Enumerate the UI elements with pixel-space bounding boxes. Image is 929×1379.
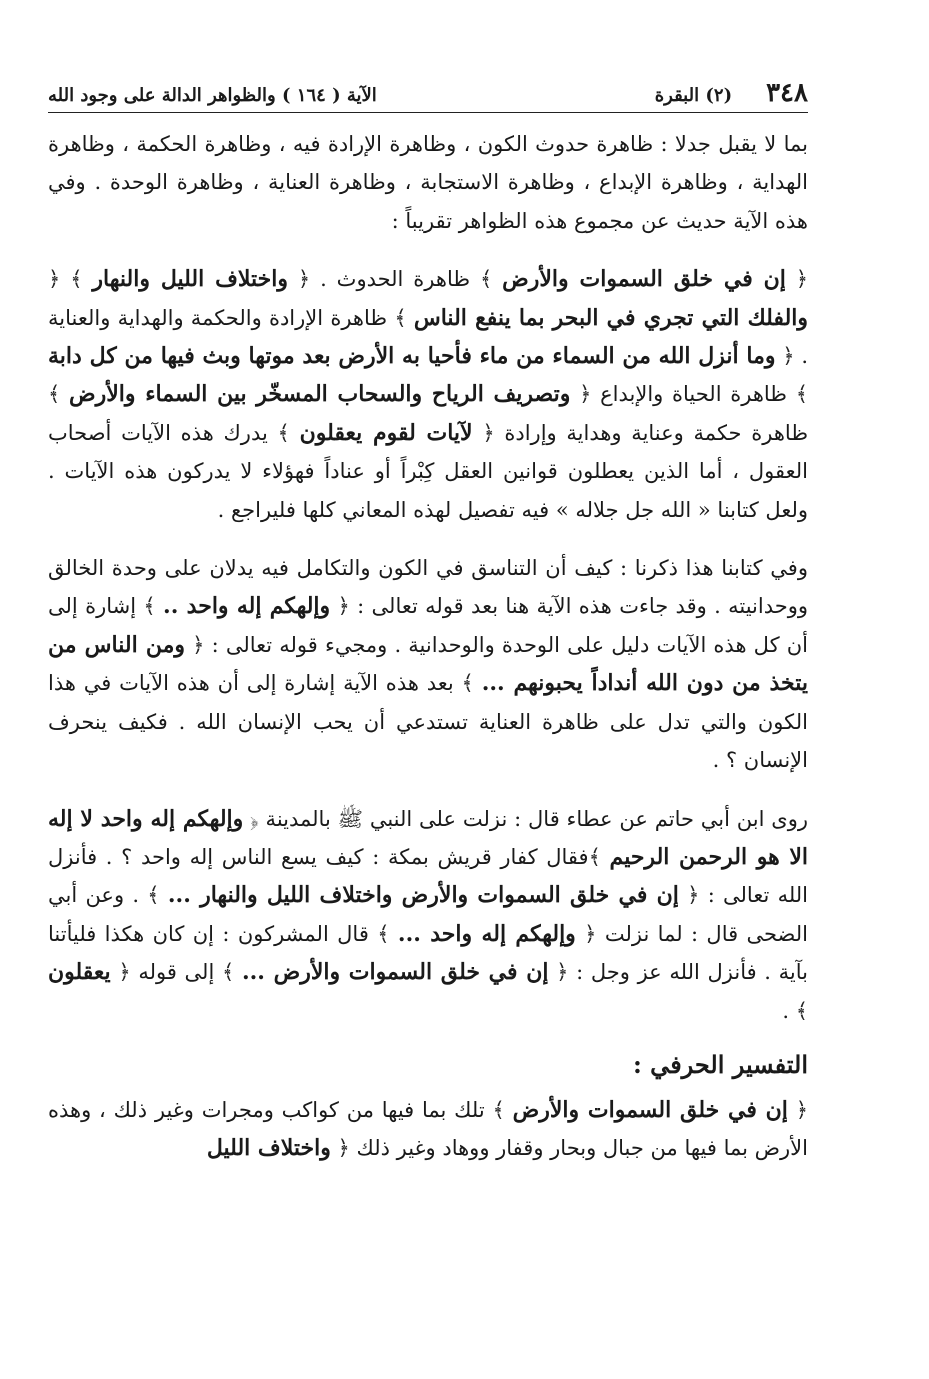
ornate-bracket: ﴾ xyxy=(368,921,398,946)
ornate-bracket: ﴾ xyxy=(48,382,70,407)
paragraph-3 xyxy=(48,549,808,779)
quran-quote: لآيات لقوم يعقلون xyxy=(299,419,473,446)
quran-quote: وما أنزل الله من السماء من ماء فأحيا به الأرض بعد موتها وبث فيها من كل دابة xyxy=(48,343,776,370)
ornate-bracket: ﴾ xyxy=(136,594,164,619)
body-text: إلى قوله xyxy=(130,960,215,985)
ornate-bracket: ﴾ xyxy=(387,305,414,330)
body-text: ظاهرة حكمة وعناية وهداية وإرادة xyxy=(494,420,809,445)
ornate-bracket: ﴾ xyxy=(789,998,808,1023)
body-text: بما لا يقبل جدلا : ظاهرة حدوث الكون ، وظاهرة الإرادة فيه ، وظاهرة الحكمة ، وظاهرة الهداية ، وظاهرة الإبداع ، وظاهرة الاستجابة ، وظاهرة العناية ، وظاهرة الوحدة . وفي هذه الآية حديث عن مجموع هذه الظواهر تقريباً : xyxy=(48,132,808,233)
ornate-bracket: ﴿ xyxy=(548,960,569,985)
paragraph-2 xyxy=(48,260,808,529)
quran-quote: وتصريف الرياح والسحاب المسخّر بين السماء والأرض xyxy=(69,381,571,408)
ornate-bracket: ﴿ xyxy=(775,344,795,369)
ornate-bracket: ﴾ xyxy=(267,420,300,445)
ornate-bracket: ﴿ xyxy=(472,420,495,445)
body-text: قال المشركون : إن كان هكذا فليأتنا بآية . فأنزل الله عز وجل : xyxy=(48,921,809,985)
ornate-bracket: ﴾ xyxy=(214,960,242,985)
ornate-bracket: ﴿ xyxy=(785,267,809,292)
quran-quote: والفلك التي تجري في البحر بما ينفع الناس xyxy=(413,304,809,331)
quran-quote: إن في خلق السموات والأرض واختلاف الليل والنهار ... xyxy=(167,882,679,909)
header-right-group xyxy=(655,80,808,106)
running-header xyxy=(48,80,808,113)
quran-quote: يعقلون xyxy=(48,959,111,986)
ornate-bracket: ﴾ xyxy=(787,382,809,407)
ornate-bracket: ﴿ xyxy=(184,632,205,657)
body-text: ظاهرة الحياة والإبداع xyxy=(591,382,788,407)
ornate-bracket: ﴾ xyxy=(60,267,93,292)
book-page xyxy=(48,80,808,1188)
ornate-bracket: ﴾ xyxy=(139,883,168,908)
ornate-bracket: ﴾ xyxy=(470,267,503,292)
paragraph-1 xyxy=(48,125,808,240)
body-text: روى ابن أبي حاتم عن عطاء قال : نزلت على النبي ﷺ بالمدينة xyxy=(258,806,808,831)
paragraph-4 xyxy=(48,800,808,1030)
ornate-bracket: ﴿ xyxy=(110,960,131,985)
quran-quote: واختلاف الليل xyxy=(206,1135,331,1162)
body-text: تلك بما فيها من كواكب ومجرات وغير ذلك ، وهذه الأرض بما فيها من جبال وبحار وقفار ووهاد وغير ذلك xyxy=(48,1097,808,1161)
ornate-bracket: ﴿ xyxy=(330,594,350,619)
quran-quote: ومن الناس من يتخذ من دون الله أنداداً يحبونهم ... xyxy=(48,631,809,697)
ornate-bracket: ﴿ xyxy=(787,1097,809,1122)
page-body xyxy=(48,125,808,1168)
ornate-bracket: ﴿ xyxy=(678,883,700,908)
body-text: . xyxy=(782,998,790,1023)
quran-quote: وإلهكم إله واحد لا إله الا هو الرحمن الرحيم xyxy=(48,805,808,870)
ornate-bracket: ﴾ xyxy=(484,1097,513,1122)
body-text: ظاهرة الإرادة والحكمة والهداية والعناية . xyxy=(48,305,808,369)
quran-quote: واختلاف الليل والنهار xyxy=(92,266,289,293)
body-text: يدرك هذه الآيات أصحاب العقول ، أما الذين يعطلون قوانين العقل كِبْراً أو عناداً فهؤلاء لا يدركون هذه الآيات . ولعل كتابنا « الله جل جلاله » فيه تفصيل لهذه المعاني كلها فليراجع . xyxy=(48,420,808,522)
quran-quote: إن في خلق السموات والأرض xyxy=(512,1096,788,1123)
body-text: فقال كفار قريش بمكة : كيف يسع الناس إله واحد ؟ . فأنزل الله تعالى : xyxy=(48,844,809,908)
quran-quote: وإلهكم إله واحد .. xyxy=(163,593,331,620)
body-text: وفي كتابنا هذا ذكرنا : كيف أن التناسق في الكون والتكامل فيه يدلان على وحدة الخالق ووحدانيته . وقد جاءت هذه الآية هنا بعد قوله تعالى : xyxy=(48,556,808,619)
sura-label: (٢) البقرة xyxy=(654,85,733,106)
body-text: ظاهرة الحدوث . xyxy=(310,267,471,292)
body-text: إشارة إلى أن كل هذه الآيات دليل على الوحدة والوحدانية . ومجيء قوله تعالى : xyxy=(48,594,808,657)
ornate-bracket: ﴿ xyxy=(330,1136,350,1161)
quran-quote: وإلهكم إله واحد ... xyxy=(397,920,576,947)
ornate-bracket: ﴿ xyxy=(48,267,61,292)
ornate-bracket: ﴾ xyxy=(588,844,610,869)
quran-quote: إن في خلق السموات والأرض xyxy=(502,266,786,293)
page-number: ٣٤٨ xyxy=(766,78,808,108)
section-heading: التفسير الحرفي : xyxy=(632,1049,808,1079)
ornate-bracket: ﴿ xyxy=(288,267,311,292)
ornate-bracket: ﴿ xyxy=(570,382,592,407)
header-title: الآية ( ١٦٤ ) والظواهر الدالة على وجود الله xyxy=(48,85,377,106)
ornate-bracket: ﴾ xyxy=(453,671,482,696)
body-text: بعد هذه الآية إشارة إلى أن هذه الآيات في هذا الكون والتي تدل على ظاهرة العناية تستدعي أن يحب الإنسان الله . فكيف ينحرف الإنسان ؟ . xyxy=(48,671,808,773)
body-text: . وعن أبي الضحى قال : لما نزلت xyxy=(48,883,809,946)
ornate-bracket: ﴿ xyxy=(243,806,259,831)
ornate-bracket: ﴿ xyxy=(575,921,597,946)
paragraph-5 xyxy=(48,1091,808,1168)
quran-quote: إن في خلق السموات والأرض ... xyxy=(241,959,549,986)
